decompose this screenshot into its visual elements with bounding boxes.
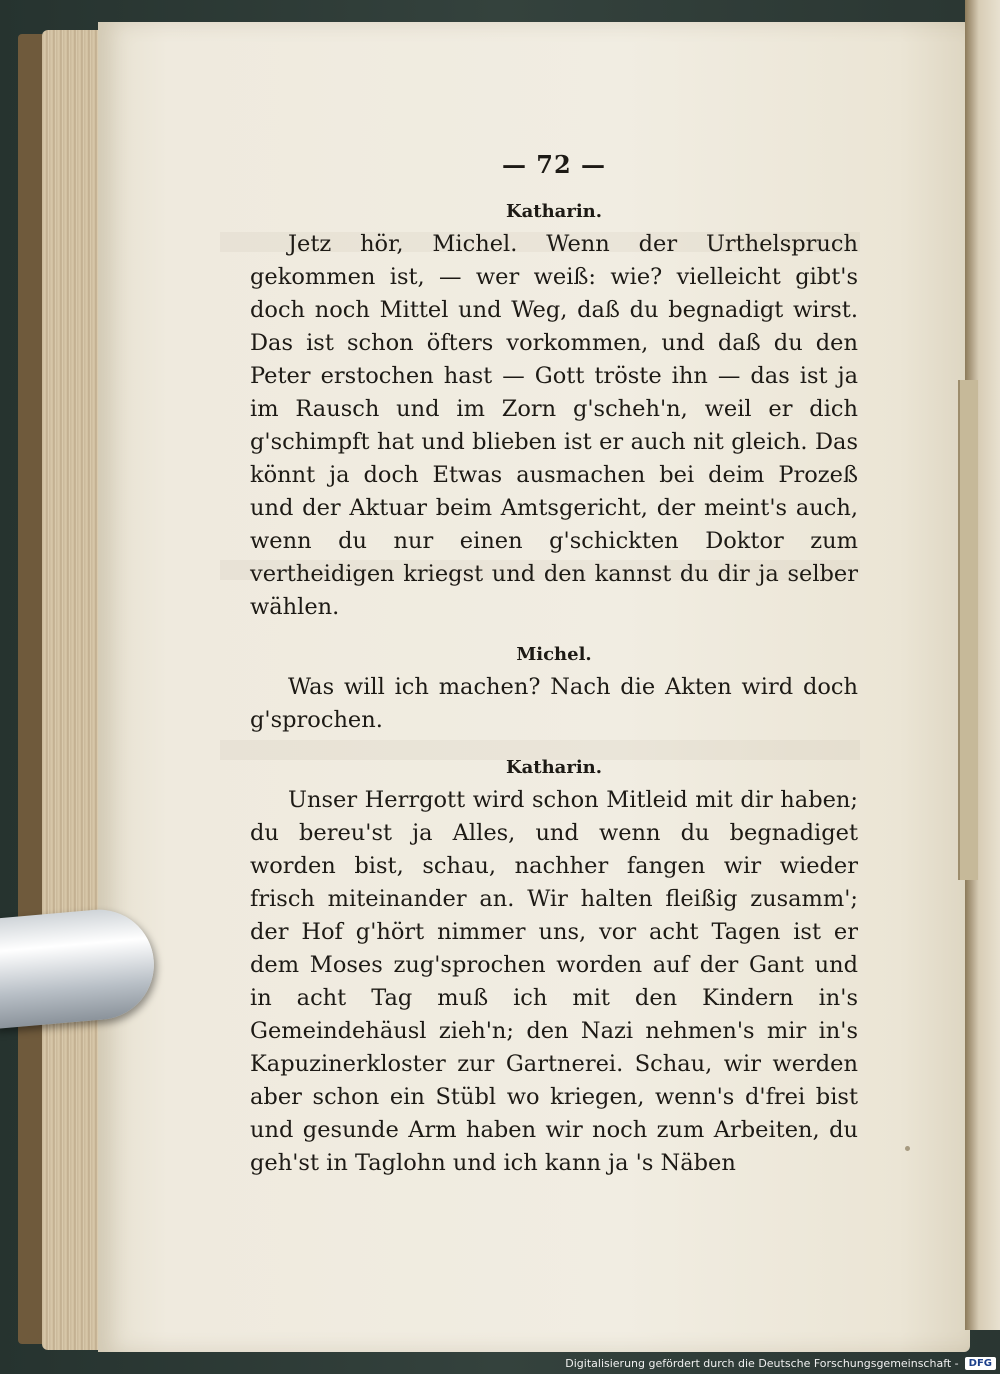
torn-strip: [958, 380, 978, 880]
dfg-logo: DFG: [965, 1357, 996, 1370]
credit-text: Digitalisierung gefördert durch die Deutsche Forschungsgemeinschaft -: [565, 1357, 959, 1370]
digitization-credit: [565, 1357, 996, 1370]
page-text: [250, 150, 858, 1180]
speaker-name: Michel.: [516, 644, 592, 665]
dialogue-paragraph: Jetz hör, Michel. Wenn der Urthelspruch gekommen ist, — wer weiß: wie? vielleicht gibt's doch noch Mittel und Weg, daß du begnadigt wirst. Das ist schon öfters vorkommen, und daß du den Peter erstochen hast — Gott tröste ihn — das ist ja im Rausch und im Zorn g'scheh'n, weil er dich g'schimpft hat und blieben ist er auch nit gleich. Das könnt ja doch Etwas ausmachen bei deim Prozeß und der Aktuar beim Amtsgericht, der meint's auch, wenn du nur einen g'schickten Doktor zum vertheidigen kriegst und den kannst du dir ja selber wählen.: [250, 231, 858, 620]
page-number: — 72 —: [501, 150, 607, 179]
dialogue-paragraph: Was will ich machen? Nach die Akten wird doch g'sprochen.: [250, 674, 858, 733]
paper-speck: [905, 1146, 910, 1151]
dialogue-paragraph: Unser Herrgott wird schon Mitleid mit dir haben; du bereu'st ja Alles, und wenn du begnadiget worden bist, schau, nachher fangen wir wieder frisch miteinander an. Wir halten fleißig zusamm'; der Hof g'hört nimmer uns, vor acht Tagen ist er dem Moses zug'sprochen worden auf der Gant und in acht Tag muß ich mit den Kindern in's Gemeindehäusl zieh'n; den Nazi nehmen's mir in's Kapuzinerkloster zur Gartnerei. Schau, wir werden aber schon ein Stübl wo kriegen, wenn's d'frei bist und gesunde Arm haben wir noch zum Arbeiten, du geh'st in Taglohn und ich kann ja 's Näben: [250, 787, 858, 1176]
speaker-name: Katharin.: [505, 757, 603, 778]
speaker-name: Katharin.: [505, 201, 603, 222]
